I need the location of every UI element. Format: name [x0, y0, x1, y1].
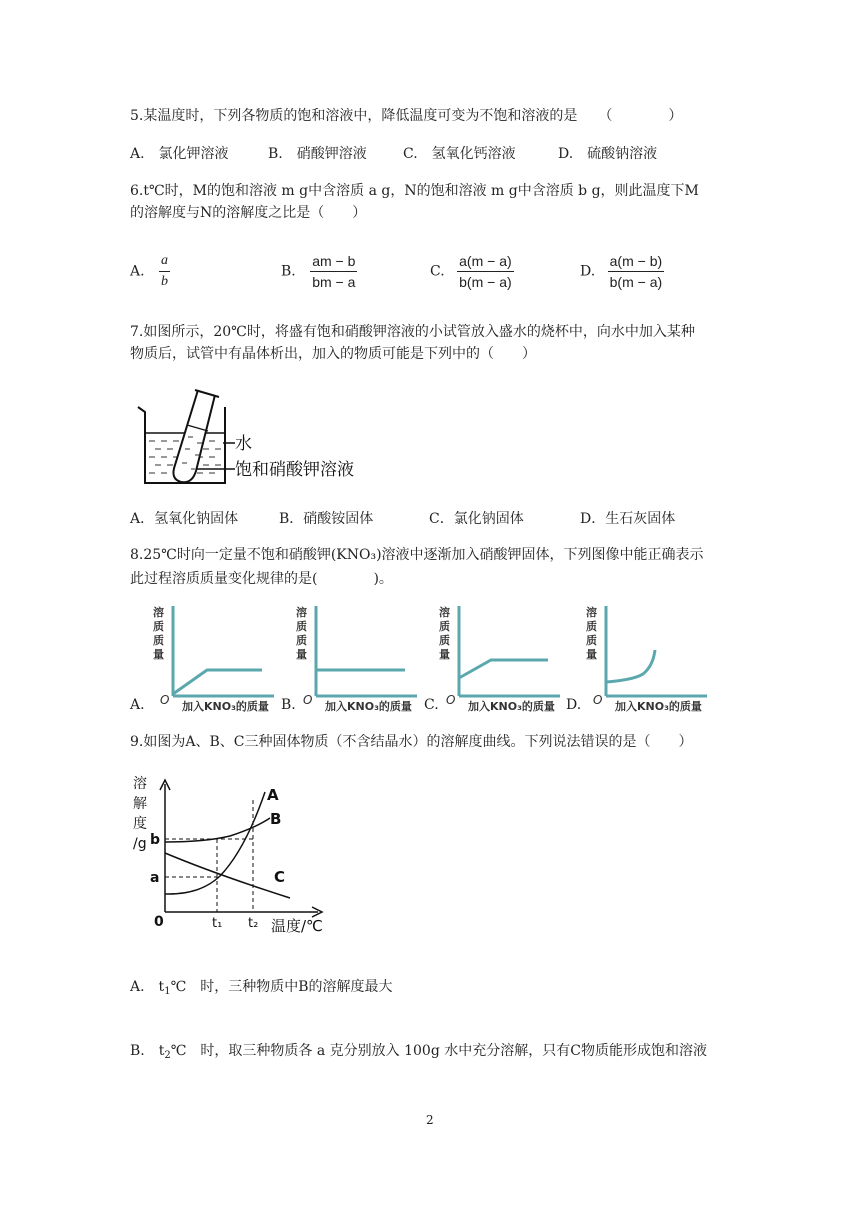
q5-option-b: B. 硝酸钾溶液 — [268, 146, 367, 162]
subscript: 2 — [164, 1050, 171, 1061]
q7-option-b: B．硝酸铵固体 — [279, 511, 374, 527]
curve-a — [165, 792, 265, 894]
q7-stem-line2: 物质后，试管中有晶体析出，加入的物质可能是下列中的（ ） — [130, 346, 536, 362]
q5-option-d: D. 硫酸钠溶液 — [558, 146, 658, 162]
q8-stem-line1: 8.25℃时向一定量不饱和硝酸钾(KNO₃)溶液中逐渐加入硝酸钾固体，下列图像中能正确表示 — [130, 547, 704, 563]
origin-label: 0 — [154, 914, 164, 930]
svg-text:/g: /g — [133, 836, 147, 852]
ylabel-char: 量 — [296, 648, 307, 661]
y-axis-label — [133, 775, 147, 852]
ylabel-char: 质 — [586, 634, 597, 647]
numerator: a(m − a) — [457, 252, 514, 272]
xlabel: 加入KNO₃的质量 — [182, 700, 269, 713]
tick-t1: t₁ — [212, 916, 223, 931]
ylabel-char: 质 — [586, 620, 597, 633]
curve-a-label: A — [267, 786, 279, 804]
ylabel-char: 质 — [153, 634, 164, 647]
xlabel: 加入KNO₃的质量 — [325, 700, 412, 713]
ylabel-char: 溶 — [439, 606, 450, 619]
q8-label-b: B. — [281, 697, 296, 713]
svg-text:溶: 溶 — [133, 776, 147, 792]
q7-option-d: D．生石灰固体 — [580, 511, 676, 527]
solution-label: 饱和硝酸钾溶液 — [235, 460, 354, 480]
q8-graph-c — [436, 600, 566, 715]
ylabel-char: 质 — [153, 620, 164, 633]
q9-option-a — [130, 976, 393, 997]
tick-b: b — [150, 832, 161, 848]
origin-label: O — [446, 693, 456, 707]
x-axis-label: 温度/℃ — [271, 917, 323, 935]
tick-a: a — [150, 870, 160, 886]
option-label: B. — [281, 263, 296, 280]
q8-label-a: A. — [130, 697, 145, 713]
option-label: A. — [130, 263, 145, 280]
denominator: b(m − a) — [459, 274, 512, 290]
subscript: 1 — [164, 986, 171, 997]
ylabel-char: 质 — [439, 620, 450, 633]
fraction — [159, 252, 170, 291]
origin-label: O — [160, 693, 170, 707]
ylabel-char: 量 — [586, 648, 597, 661]
numerator: a(m − b) — [608, 252, 665, 272]
option-text: A. t — [130, 979, 165, 995]
q6-stem-line2: 的溶解度与N的溶解度之比是（ ） — [130, 205, 367, 221]
tick-t2: t₂ — [248, 916, 259, 931]
denominator: b — [161, 274, 169, 289]
xlabel: 加入KNO₃的质量 — [615, 700, 702, 713]
ylabel-char: 质 — [439, 634, 450, 647]
q6-option-a — [130, 252, 170, 291]
denominator: bm − a — [312, 274, 356, 290]
ylabel-char: 质 — [296, 620, 307, 633]
q5-option-a: A. 氯化钾溶液 — [130, 146, 229, 162]
curve — [606, 650, 655, 682]
option-label: C. — [430, 263, 445, 280]
xlabel: 加入KNO₃的质量 — [468, 700, 555, 713]
q8-label-c: C. — [424, 697, 439, 713]
option-label: D. — [580, 263, 596, 280]
option-text: B. t — [130, 1043, 165, 1059]
q7-option-c: C．氯化钠固体 — [429, 511, 524, 527]
q6-option-c — [430, 252, 514, 291]
ylabel-char: 质 — [296, 634, 307, 647]
ylabel-char: 溶 — [153, 606, 164, 619]
q8-label-d: D. — [566, 697, 582, 713]
q6-option-b — [281, 252, 357, 291]
q6-option-d — [580, 252, 664, 291]
fraction — [457, 252, 514, 291]
ylabel-char: 溶 — [296, 606, 307, 619]
fraction — [310, 252, 357, 291]
origin-label: O — [303, 693, 313, 707]
curve-c — [165, 853, 290, 898]
q8-stem-line2: 此过程溶质质量变化规律的是( )。 — [130, 571, 393, 587]
curve-b-label: B — [270, 810, 282, 828]
option-text: ℃ 时，三种物质中B的溶解度最大 — [170, 979, 393, 995]
q5-stem: 5.某温度时，下列各物质的饱和溶液中，降低温度可变为不饱和溶液的是 （ ） — [130, 108, 683, 124]
q8-graph-d — [583, 600, 713, 715]
curve — [173, 670, 262, 694]
numerator: a — [159, 252, 170, 272]
q9-option-b — [130, 1040, 707, 1061]
ylabel-char: 量 — [439, 648, 450, 661]
ylabel-char: 量 — [153, 648, 164, 661]
q9-solubility-chart — [130, 770, 330, 940]
svg-text:度: 度 — [133, 816, 147, 832]
option-text: ℃ 时，取三种物质各 a 克分别放入 100g 水中充分溶解，只有C物质能形成饱和溶液 — [170, 1043, 707, 1059]
q8-graph-b — [293, 600, 423, 715]
curve — [459, 660, 548, 678]
q7-option-a: A．氢氧化钠固体 — [130, 511, 239, 527]
ylabel-char: 溶 — [586, 606, 597, 619]
svg-text:解: 解 — [133, 796, 147, 812]
origin-label: O — [593, 693, 603, 707]
beaker-diagram — [135, 385, 375, 487]
fraction — [608, 252, 665, 291]
denominator: b(m − a) — [609, 274, 663, 290]
numerator: am − b — [310, 252, 357, 272]
q9-stem: 9.如图为A、B、C三种固体物质（不含结晶水）的溶解度曲线。下列说法错误的是（ ） — [130, 734, 693, 750]
q5-option-c: C. 氢氧化钙溶液 — [403, 146, 516, 162]
water-label: 水 — [235, 434, 252, 454]
page-number: 2 — [426, 1113, 434, 1127]
curve-c-label: C — [274, 868, 286, 886]
q8-graph-a — [150, 600, 280, 715]
q6-stem-line1: 6.t℃时，M的饱和溶液 m g中含溶质 a g，N的饱和溶液 m g中含溶质 b g，则此温度下M — [130, 183, 699, 199]
q7-stem-line1: 7.如图所示，20℃时，将盛有饱和硝酸钾溶液的小试管放入盛水的烧杯中，向水中加入某种 — [130, 324, 695, 340]
